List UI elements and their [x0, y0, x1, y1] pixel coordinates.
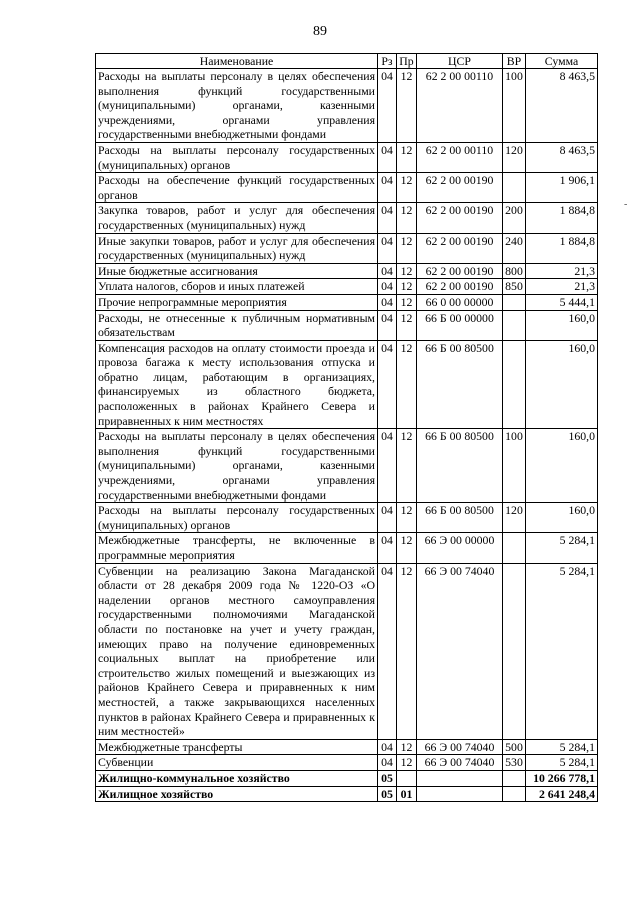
- table-row: [96, 69, 598, 143]
- row-csr: 62 2 00 00190: [417, 279, 503, 295]
- row-sum: 160,0: [526, 503, 598, 533]
- row-csr: 66 Э 00 00000: [417, 533, 503, 563]
- row-vr: 800: [503, 263, 526, 279]
- row-name: Расходы на выплаты персоналу государственных (муниципальных) органов: [96, 503, 378, 533]
- table-row: [96, 755, 598, 771]
- table-row: [96, 429, 598, 503]
- row-vr: [503, 770, 526, 786]
- row-sum: 1 906,1: [526, 173, 598, 203]
- row-name: Жилищно-коммунальное хозяйство: [96, 770, 378, 786]
- row-rz: 04: [378, 203, 397, 233]
- row-rz: 05: [378, 770, 397, 786]
- row-csr: 62 2 00 00190: [417, 203, 503, 233]
- header-rz: Рз: [378, 54, 397, 69]
- row-name: Расходы на выплаты персоналу государственных (муниципальных) органов: [96, 142, 378, 172]
- row-csr: 66 Б 00 00000: [417, 310, 503, 340]
- row-name: Субвенции: [96, 755, 378, 771]
- row-sum: 5 284,1: [526, 563, 598, 739]
- row-vr: [503, 173, 526, 203]
- row-csr: [417, 786, 503, 802]
- row-vr: 120: [503, 503, 526, 533]
- row-rz: 04: [378, 755, 397, 771]
- row-csr: 66 Б 00 80500: [417, 429, 503, 503]
- row-vr: [503, 533, 526, 563]
- row-rz: 04: [378, 310, 397, 340]
- header-pr: Пр: [397, 54, 417, 69]
- row-pr: 12: [397, 503, 417, 533]
- row-vr: [503, 310, 526, 340]
- row-name: Субвенции на реализацию Закона Магаданской области от 28 декабря 2009 года № 1220-ОЗ «О наделении органов местного самоуправления государственными полномочиями Магаданской области по постановке на учет и учету граждан, имеющих право на получение единовременных социальных выплат на приобретение или строительство жилых помещений и выезжающих из районов Крайнего Севера и приравненных к ним местностей, а также закрывающихся населенных пунктов в районах Крайнего Севера и приравненных к ним местностей»: [96, 563, 378, 739]
- row-rz: 04: [378, 294, 397, 310]
- table-row: [96, 533, 598, 563]
- row-name: Закупка товаров, работ и услуг для обеспечения государственных (муниципальных) нужд: [96, 203, 378, 233]
- row-name: Жилищное хозяйство: [96, 786, 378, 802]
- row-name: Прочие непрограммные мероприятия: [96, 294, 378, 310]
- row-vr: 200: [503, 203, 526, 233]
- row-pr: 12: [397, 69, 417, 143]
- table-row: [96, 142, 598, 172]
- table-row: [96, 786, 598, 802]
- row-name: Расходы на выплаты персоналу в целях обеспечения выполнения функций государственными (муниципальными) органами, казенными учреждениями, органами управления государственными внебюджетными фондами: [96, 429, 378, 503]
- row-vr: 500: [503, 739, 526, 755]
- row-rz: 04: [378, 533, 397, 563]
- row-pr: 12: [397, 533, 417, 563]
- header-csr: ЦСР: [417, 54, 503, 69]
- row-vr: 100: [503, 69, 526, 143]
- row-sum: 10 266 778,1: [526, 770, 598, 786]
- row-vr: 530: [503, 755, 526, 771]
- row-name: Межбюджетные трансферты, не включенные в программные мероприятия: [96, 533, 378, 563]
- row-rz: 04: [378, 340, 397, 429]
- row-sum: 1 884,8: [526, 233, 598, 263]
- table-row: [96, 503, 598, 533]
- row-csr: 62 2 00 00190: [417, 263, 503, 279]
- table-row: [96, 279, 598, 295]
- row-vr: 120: [503, 142, 526, 172]
- row-sum: 160,0: [526, 429, 598, 503]
- table-row: [96, 310, 598, 340]
- table-row: [96, 340, 598, 429]
- table-row: [96, 263, 598, 279]
- row-pr: 12: [397, 142, 417, 172]
- row-name: Расходы, не отнесенные к публичным нормативным обязательствам: [96, 310, 378, 340]
- row-sum: 160,0: [526, 310, 598, 340]
- header-vr: ВР: [503, 54, 526, 69]
- row-name: Межбюджетные трансферты: [96, 739, 378, 755]
- row-rz: 04: [378, 279, 397, 295]
- row-name: Иные бюджетные ассигнования: [96, 263, 378, 279]
- row-pr: 12: [397, 294, 417, 310]
- budget-table: [95, 53, 598, 802]
- row-vr: 100: [503, 429, 526, 503]
- row-sum: 5 284,1: [526, 533, 598, 563]
- row-csr: 66 Э 00 74040: [417, 739, 503, 755]
- row-pr: 12: [397, 310, 417, 340]
- row-csr: [417, 770, 503, 786]
- row-rz: 04: [378, 739, 397, 755]
- row-pr: [397, 770, 417, 786]
- row-csr: 66 Э 00 74040: [417, 755, 503, 771]
- row-sum: 5 284,1: [526, 755, 598, 771]
- row-vr: 850: [503, 279, 526, 295]
- row-rz: 04: [378, 233, 397, 263]
- row-sum: 1 884,8: [526, 203, 598, 233]
- row-rz: 04: [378, 503, 397, 533]
- row-name: Расходы на выплаты персоналу в целях обеспечения выполнения функций государственными (муниципальными) органами, казенными учреждениями, органами управления государственными внебюджетными фондами: [96, 69, 378, 143]
- row-sum: 160,0: [526, 340, 598, 429]
- row-rz: 04: [378, 429, 397, 503]
- header-sum: Сумма: [526, 54, 598, 69]
- row-vr: [503, 340, 526, 429]
- row-vr: [503, 563, 526, 739]
- row-pr: 12: [397, 755, 417, 771]
- row-rz: 05: [378, 786, 397, 802]
- row-vr: [503, 294, 526, 310]
- row-rz: 04: [378, 563, 397, 739]
- row-sum: 21,3: [526, 279, 598, 295]
- row-vr: [503, 786, 526, 802]
- row-csr: 62 2 00 00190: [417, 173, 503, 203]
- row-pr: 12: [397, 233, 417, 263]
- row-pr: 12: [397, 563, 417, 739]
- row-rz: 04: [378, 142, 397, 172]
- row-name: Уплата налогов, сборов и иных платежей: [96, 279, 378, 295]
- header-name: Наименование: [96, 54, 378, 69]
- row-rz: 04: [378, 263, 397, 279]
- row-sum: 8 463,5: [526, 142, 598, 172]
- row-csr: 66 0 00 00000: [417, 294, 503, 310]
- row-name: Иные закупки товаров, работ и услуг для обеспечения государственных (муниципальных) нужд: [96, 233, 378, 263]
- table-row: [96, 233, 598, 263]
- row-csr: 62 2 00 00190: [417, 233, 503, 263]
- row-pr: 12: [397, 340, 417, 429]
- row-pr: 01: [397, 786, 417, 802]
- row-sum: 8 463,5: [526, 69, 598, 143]
- table-row: [96, 294, 598, 310]
- row-csr: 66 Б 00 80500: [417, 503, 503, 533]
- table-row: [96, 203, 598, 233]
- table-row: [96, 563, 598, 739]
- row-pr: 12: [397, 173, 417, 203]
- row-pr: 12: [397, 203, 417, 233]
- row-name: Компенсация расходов на оплату стоимости проезда и провоза багажа к месту использования отпуска и обратно лицам, работающим в организациях, финансируемых из областного бюджета, расположенных в районах Крайнего Севера и приравненных к ним местностях: [96, 340, 378, 429]
- table-row: [96, 739, 598, 755]
- row-csr: 66 Э 00 74040: [417, 563, 503, 739]
- row-vr: 240: [503, 233, 526, 263]
- row-name: Расходы на обеспечение функций государственных органов: [96, 173, 378, 203]
- row-pr: 12: [397, 279, 417, 295]
- page-number: 89: [313, 24, 327, 39]
- table-header-row: [96, 54, 598, 69]
- row-rz: 04: [378, 173, 397, 203]
- row-csr: 62 2 00 00110: [417, 142, 503, 172]
- margin-mark: -: [624, 199, 628, 210]
- row-sum: 5 284,1: [526, 739, 598, 755]
- row-pr: 12: [397, 263, 417, 279]
- row-pr: 12: [397, 429, 417, 503]
- row-csr: 66 Б 00 80500: [417, 340, 503, 429]
- table-row: [96, 173, 598, 203]
- row-sum: 2 641 248,4: [526, 786, 598, 802]
- row-sum: 21,3: [526, 263, 598, 279]
- row-rz: 04: [378, 69, 397, 143]
- table-row: [96, 770, 598, 786]
- row-sum: 5 444,1: [526, 294, 598, 310]
- row-csr: 62 2 00 00110: [417, 69, 503, 143]
- row-pr: 12: [397, 739, 417, 755]
